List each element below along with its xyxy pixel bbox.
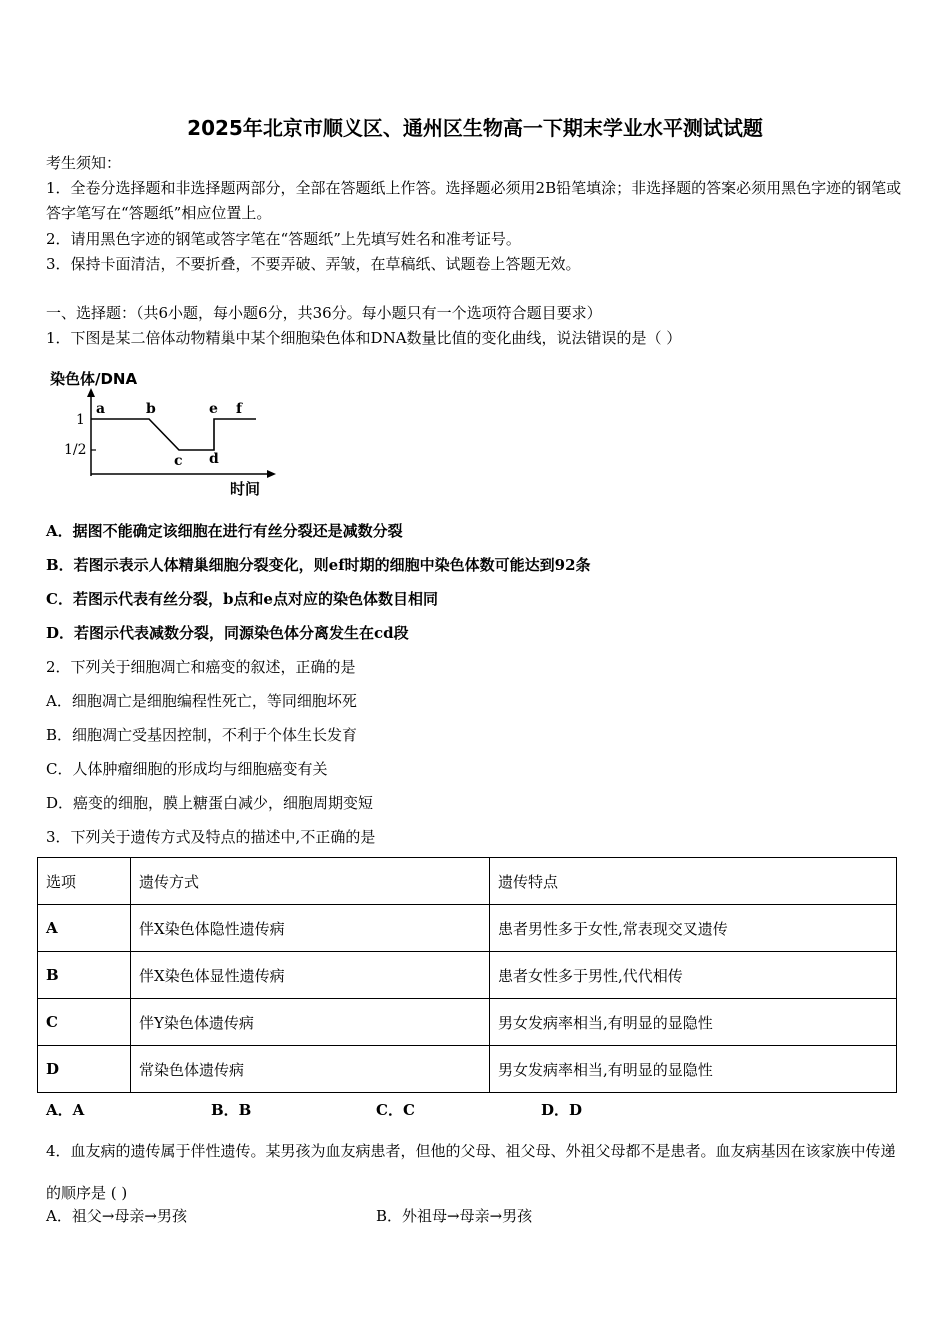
question-1-option-c: C．若图示代表有丝分裂，b点和e点对应的染色体数目相同 xyxy=(46,590,438,608)
question-3-option-b: B．B xyxy=(211,1101,252,1119)
x-axis-arrow xyxy=(267,470,276,478)
table-header-row xyxy=(38,858,897,905)
page-title: 2025年北京市顺义区、通州区生物高一下期末学业水平测试试题 xyxy=(187,116,763,140)
table-cell: B xyxy=(38,952,131,999)
table-cell: 伴X染色体隐性遗传病 xyxy=(131,905,490,952)
table-cell: D xyxy=(38,1046,131,1093)
question-2-stem: 2．下列关于细胞凋亡和癌变的叙述，正确的是 xyxy=(46,658,356,676)
point-e: e xyxy=(209,401,218,417)
point-f: f xyxy=(236,401,243,417)
question-2-option-c: C．人体肿瘤细胞的形成均与细胞癌变有关 xyxy=(46,760,328,778)
table-cell: 男女发病率相当,有明显的显隐性 xyxy=(490,1046,897,1093)
question-3-stem: 3．下列关于遗传方式及特点的描述中,不正确的是 xyxy=(46,828,376,846)
y-axis-label: 染色体/DNA xyxy=(50,370,138,388)
table-cell: 患者女性多于男性,代代相传 xyxy=(490,952,897,999)
question-2-option-d: D．癌变的细胞，膜上糖蛋白减少，细胞周期变短 xyxy=(46,794,374,812)
question-3-option-d: D．D xyxy=(541,1101,583,1119)
section-heading: 一、选择题：（共6小题，每小题6分，共36分。每小题只有一个选项符合题目要求） xyxy=(46,304,602,322)
point-b: b xyxy=(146,401,156,417)
notice-heading: 考生须知： xyxy=(46,154,122,172)
notice-item-3: 3．保持卡面清洁，不要折叠，不要弄破、弄皱，在草稿纸、试题卷上答题无效。 xyxy=(46,255,581,273)
ratio-curve-diagram xyxy=(44,366,280,500)
ratio-curve xyxy=(91,419,256,450)
table-row xyxy=(38,952,897,999)
table-cell: 常染色体遗传病 xyxy=(131,1046,490,1093)
question-4-option-b: B．外祖母→母亲→男孩 xyxy=(376,1207,533,1225)
point-a: a xyxy=(96,401,106,417)
table-cell: 伴X染色体显性遗传病 xyxy=(131,952,490,999)
table-header-cell: 遗传特点 xyxy=(490,858,897,905)
table-header-cell: 选项 xyxy=(38,858,131,905)
table-cell: 患者男性多于女性,常表现交叉遗传 xyxy=(490,905,897,952)
table-row xyxy=(38,1046,897,1093)
y-axis-arrow xyxy=(87,388,95,397)
table-header-cell: 遗传方式 xyxy=(131,858,490,905)
table-row xyxy=(38,905,897,952)
question-1-stem: 1．下图是某二倍体动物精巢中某个细胞染色体和DNA数量比值的变化曲线，说法错误的是（ ） xyxy=(46,329,682,347)
x-axis-label: 时间 xyxy=(230,480,261,498)
notice-item-2: 2．请用黑色字迹的钢笔或答字笔在“答题纸”上先填写姓名和准考证号。 xyxy=(46,230,521,248)
tick-label-1: 1 xyxy=(76,412,85,428)
question-1-option-d: D．若图示代表减数分裂，同源染色体分离发生在cd段 xyxy=(46,624,409,642)
question-4-stem: 4．血友病的遗传属于伴性遗传。某男孩为血友病患者，但他的父母、祖父母、外祖父母都不是患者。血友病基因在该家族中传递的顺序是 ( ) xyxy=(46,1142,896,1202)
question-2-option-a: A．细胞凋亡是细胞编程性死亡，等同细胞坏死 xyxy=(46,692,357,710)
table-cell: 男女发病率相当,有明显的显隐性 xyxy=(490,999,897,1046)
question-2-option-b: B．细胞凋亡受基因控制，不利于个体生长发育 xyxy=(46,726,358,744)
question-1-option-a: A．据图不能确定该细胞在进行有丝分裂还是减数分裂 xyxy=(46,522,403,540)
point-c: c xyxy=(174,453,183,469)
point-d: d xyxy=(209,451,219,467)
question-4-option-a: A．祖父→母亲→男孩 xyxy=(46,1207,187,1225)
question-3-option-a: A．A xyxy=(46,1101,85,1119)
table-row xyxy=(38,999,897,1046)
question-1-option-b: B．若图示表示人体精巢细胞分裂变化，则ef时期的细胞中染色体数可能达到92条 xyxy=(46,556,591,574)
table-cell: C xyxy=(38,999,131,1046)
table-cell: A xyxy=(38,905,131,952)
notice-item-1: 1．全卷分选择题和非选择题两部分，全部在答题纸上作答。选择题必须用2B铅笔填涂；非选择题的答案必须用黑色字迹的钢笔或答字笔写在“答题纸”相应位置上。 xyxy=(46,179,902,222)
tick-label-half: 1/2 xyxy=(64,442,87,458)
question-3-option-c: C．C xyxy=(376,1101,415,1119)
inheritance-table xyxy=(37,857,897,1093)
table-cell: 伴Y染色体遗传病 xyxy=(131,999,490,1046)
